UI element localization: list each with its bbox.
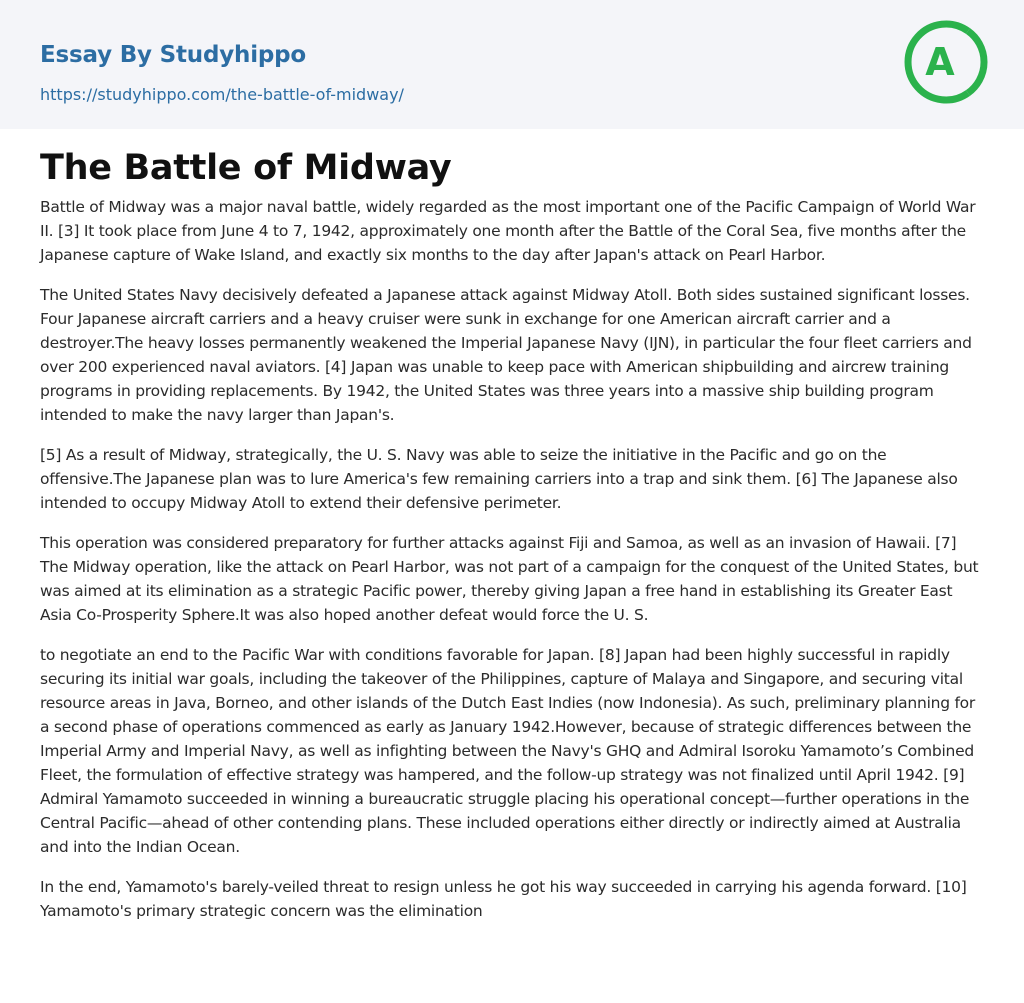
article-paragraph: This operation was considered preparatory for further attacks against Fiji and Samoa, as well as an invasion of Hawaii. [7] The Midway operation, like the attack on Pearl Harbor, was not part of a campaign for the conquest of the United States, but was aimed at its elimination as a strategic Pacific power, thereby giving Japan a free hand in establishing its Greater East Asia Co-Prosperity Sphere.It was also hoped another defeat would force the U. S. [40,534,979,624]
studyhippo-logo-icon[interactable] [904,18,988,106]
site-header [0,0,1024,129]
site-brand[interactable]: Essay By Studyhippo [40,42,307,68]
logo-letter: A [925,40,955,84]
article-paragraph: In the end, Yamamoto's barely-veiled threat to resign unless he got his way succeeded in carrying his agenda forward. [10] Yamamoto's primary strategic concern was the elimination [40,878,967,920]
article-paragraph: to negotiate an end to the Pacific War with conditions favorable for Japan. [8] Japan had been highly successful in rapidly securing its initial war goals, including the takeover of the Philippines, capture of Malaya and Singapore, and securing vital resource areas in Java, Borneo, and other islands of the Dutch East Indies (now Indonesia). As such, preliminary planning for a second phase of operations commenced as early as January 1942.However, because of strategic differences between the Imperial Army and Imperial Navy, as well as infighting between the Navy's GHQ and Admiral Isoroku Yamamoto’s Combined Fleet, the formulation of effective strategy was hampered, and the follow-up strategy was not finalized until April 1942. [9] Admiral Yamamoto succeeded in winning a bureaucratic struggle placing his operational concept—further operations in the Central Pacific—ahead of other contending plans. These included operations either directly or indirectly aimed at Australia and into the Indian Ocean. [40,646,976,856]
article-paragraph: [5] As a result of Midway, strategically, the U. S. Navy was able to seize the initiative in the Pacific and go on the offensive.The Japanese plan was to lure America's few remaining carriers into a trap and sink them. [6] The Japanese also intended to occupy Midway Atoll to extend their defensive perimeter. [40,446,958,512]
article-paragraph: The United States Navy decisively defeated a Japanese attack against Midway Atoll. Both sides sustained significant losses. Four Japanese aircraft carriers and a heavy cruiser were sunk in exchange for one American aircraft carrier and a destroyer.The heavy losses permanently weakened the Imperial Japanese Navy (IJN), in particular the four fleet carriers and over 200 experienced naval aviators. [4] Japan was unable to keep pace with American shipbuilding and aircrew training programs in providing replacements. By 1942, the United States was three years into a massive ship building program intended to make the navy larger than Japan's. [40,286,972,424]
article [0,129,1024,923]
page-title: The Battle of Midway [40,148,452,188]
article-paragraph: Battle of Midway was a major naval battle, widely regarded as the most important one of the Pacific Campaign of World War II. [3] It took place from June 4 to 7, 1942, approximately one month after the Battle of the Coral Sea, five months after the Japanese capture of Wake Island, and exactly six months to the day after Japan's attack on Pearl Harbor. [40,198,976,264]
page-url-link[interactable]: https://studyhippo.com/the-battle-of-midway/ [40,85,404,104]
